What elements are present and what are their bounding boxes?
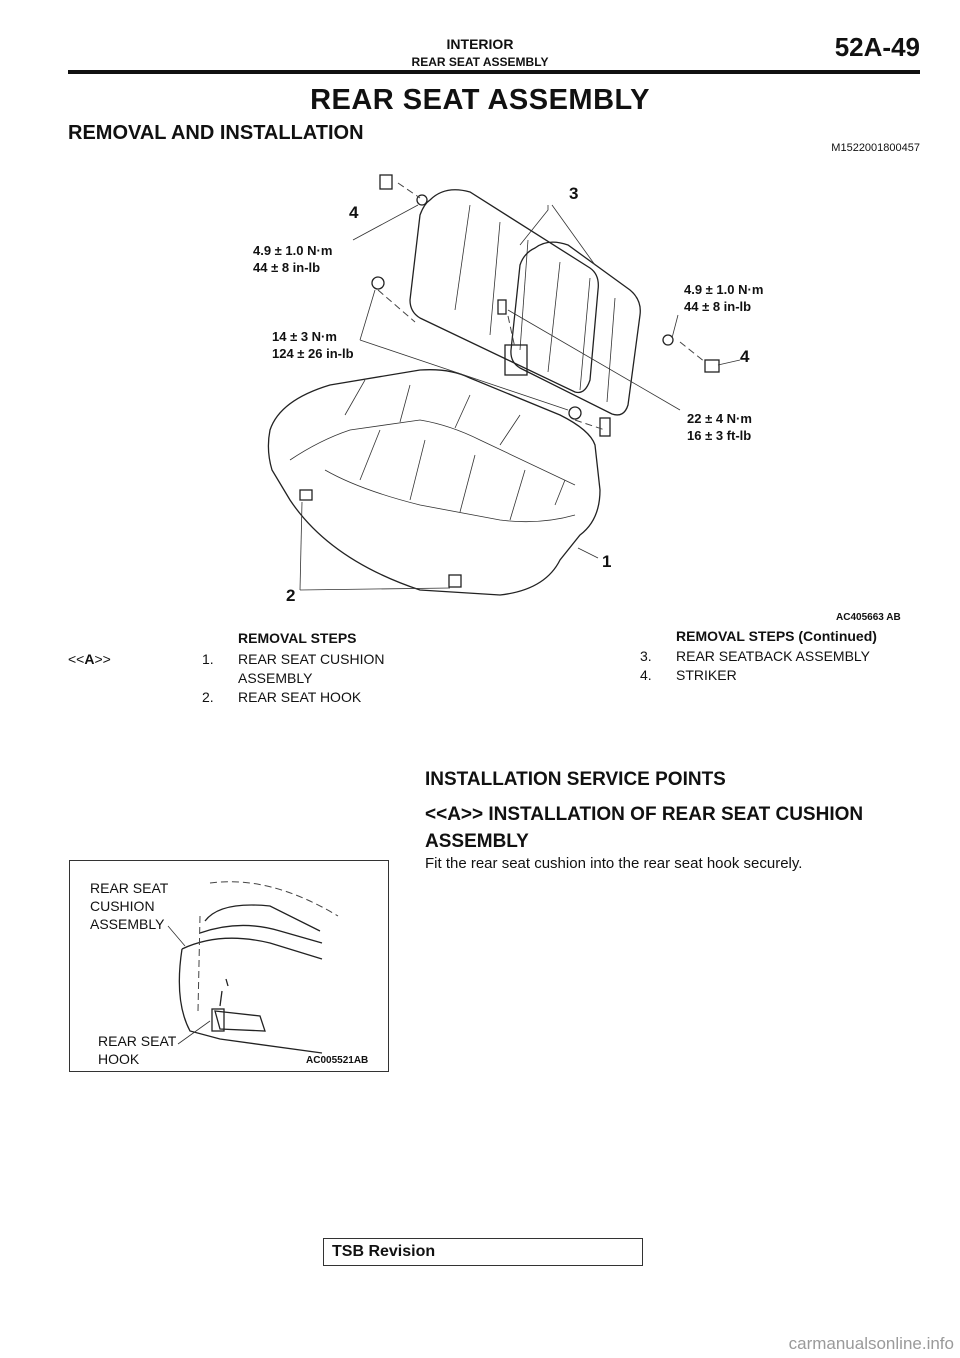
installation-subheading: <<A>> INSTALLATION OF REAR SEAT CUSHION ASSEMBLY	[425, 804, 864, 852]
rear-seat-exploded-figure	[0, 0, 960, 620]
label-rear-seat-hook: REAR SEAT HOOK	[98, 1033, 177, 1067]
figure2-code: AC005521AB	[306, 1055, 369, 1066]
tsb-revision-label: TSB Revision	[332, 1243, 436, 1260]
torque-label-4-right: 4.9 ± 1.0 N·m 44 ± 8 in-lb	[684, 282, 764, 314]
callout-1: 1	[602, 552, 612, 571]
callout-3: 3	[569, 184, 579, 203]
page-title: REAR SEAT ASSEMBLY	[310, 84, 650, 116]
step-1-number: 1.	[202, 651, 214, 667]
section-subtitle: REMOVAL AND INSTALLATION	[68, 122, 364, 144]
removal-steps-heading: REMOVAL STEPS	[238, 630, 357, 646]
step-3-text: REAR SEATBACK ASSEMBLY	[676, 648, 870, 664]
installation-body: Fit the rear seat cushion into the rear seat hook securely.	[425, 855, 803, 872]
service-point-marker: <<A>>	[68, 651, 111, 667]
figure1-code: AC405663 AB	[836, 612, 901, 623]
torque-label-4-top: 4.9 ± 1.0 N·m 44 ± 8 in-lb	[253, 243, 333, 275]
step-2-text: REAR SEAT HOOK	[238, 689, 362, 705]
torque-label-seatback-bolt: 14 ± 3 N·m 124 ± 26 in-lb	[272, 329, 354, 361]
header-section: INTERIOR	[446, 36, 514, 52]
step-3-number: 3.	[640, 648, 652, 664]
step-4-number: 4.	[640, 667, 652, 683]
document-code: M1522001800457	[831, 142, 920, 154]
callout-4-right: 4	[740, 347, 750, 366]
watermark: carmanualsonline.info	[788, 1334, 954, 1353]
label-rear-seat-cushion: REAR SEAT CUSHION ASSEMBLY	[90, 880, 169, 932]
hook-detail-figure	[69, 860, 389, 1072]
callout-2: 2	[286, 586, 296, 605]
removal-steps-continued-heading: REMOVAL STEPS (Continued)	[676, 628, 877, 644]
header-subsection: REAR SEAT ASSEMBLY	[411, 55, 549, 69]
page-number: 52A-49	[834, 32, 920, 62]
torque-label-center-bolt: 22 ± 4 N·m 16 ± 3 ft-lb	[687, 411, 752, 443]
installation-heading: INSTALLATION SERVICE POINTS	[425, 769, 726, 790]
step-4-text: STRIKER	[676, 667, 737, 683]
callout-4-top: 4	[349, 203, 359, 222]
step-2-number: 2.	[202, 689, 214, 705]
step-1-text: REAR SEAT CUSHION ASSEMBLY	[238, 651, 385, 686]
tsb-revision-box	[323, 1238, 643, 1266]
